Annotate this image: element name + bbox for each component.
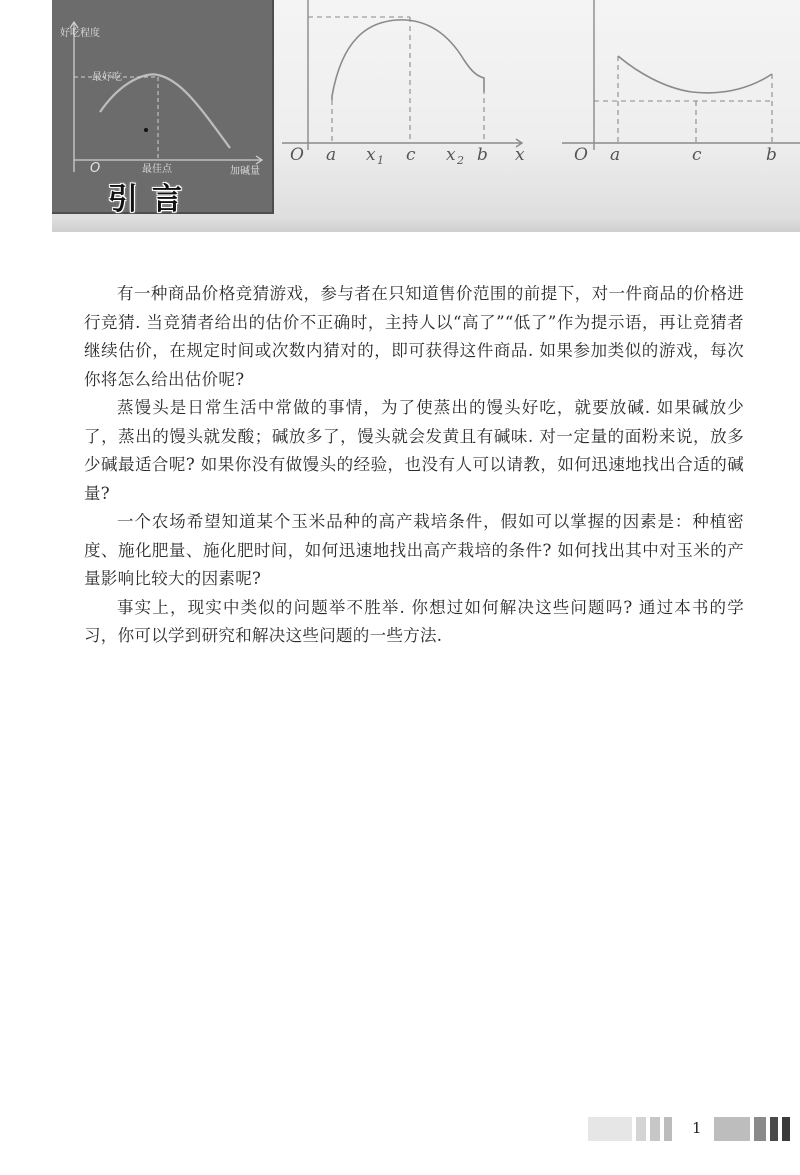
graph-2 bbox=[562, 0, 800, 150]
graph1-tick-x1: x bbox=[366, 145, 376, 165]
section-title: 引言 bbox=[108, 182, 196, 217]
graph1-origin-label: O bbox=[290, 145, 304, 165]
graph-1 bbox=[282, 0, 522, 150]
paragraph: 有一种商品价格竞猜游戏，参与者在只知道售价范围的前提下，对一件商品的价格进行竞猜. 当竞猜者给出的估价不正确时，主持人以“高了”“低了”作为提示语，再让竞猜者继续估价，在规定时间或次数内猜对的，即可获得这件商品. 如果参加类似的游戏，每次你将怎么给出估价呢? bbox=[84, 284, 744, 389]
graph2-origin-label: O bbox=[574, 145, 588, 165]
inset-origin-label: O bbox=[90, 161, 101, 176]
graph1-axis-x: x bbox=[515, 145, 525, 165]
inset-ylabel: 好吃程度 bbox=[60, 28, 100, 39]
inset-peak-label: 最好吃 bbox=[92, 72, 122, 83]
page-number: 1 bbox=[692, 1119, 702, 1137]
graph1-tick-b: b bbox=[477, 145, 488, 165]
graph2-tick-a: a bbox=[610, 145, 621, 165]
inset-xlabel: 加碱量 bbox=[230, 166, 260, 177]
paragraph: 蒸馒头是日常生活中常做的事情，为了使蒸出的馒头好吃，就要放碱. 如果碱放少了，蒸出的馒头就发酸；碱放多了，馒头就会发黄且有碱味. 对一定量的面粉来说，放多少碱最适合呢? 如果你没有做馒头的经验，也没有人可以请教，如何迅速地找出合适的碱量? bbox=[84, 398, 744, 503]
graph1-tick-x2: x bbox=[446, 145, 456, 165]
graph1-tick-a: a bbox=[326, 145, 337, 165]
paragraph: 事实上，现实中类似的问题举不胜举. 你想过如何解决这些问题吗? 通过本书的学习，你可以学到研究和解决这些问题的一些方法. bbox=[84, 597, 744, 645]
graph1-tick-x2-sub: 2 bbox=[457, 154, 464, 167]
header-graphs bbox=[272, 0, 800, 232]
graph1-tick-x1-sub: 1 bbox=[377, 154, 384, 167]
intro-body bbox=[84, 280, 744, 651]
graph2-tick-b: b bbox=[766, 145, 777, 165]
graph2-tick-c: c bbox=[692, 145, 702, 165]
paragraph: 一个农场希望知道某个玉米品种的高产栽培条件，假如可以掌握的因素是：种植密度、施化肥量、施化肥时间，如何迅速地找出高产栽培的条件? 如何找出其中对玉米的产量影响比较大的因素呢? bbox=[84, 512, 744, 588]
graph1-tick-c: c bbox=[406, 145, 416, 165]
inset-x-point-label: 最佳点 bbox=[142, 164, 172, 175]
